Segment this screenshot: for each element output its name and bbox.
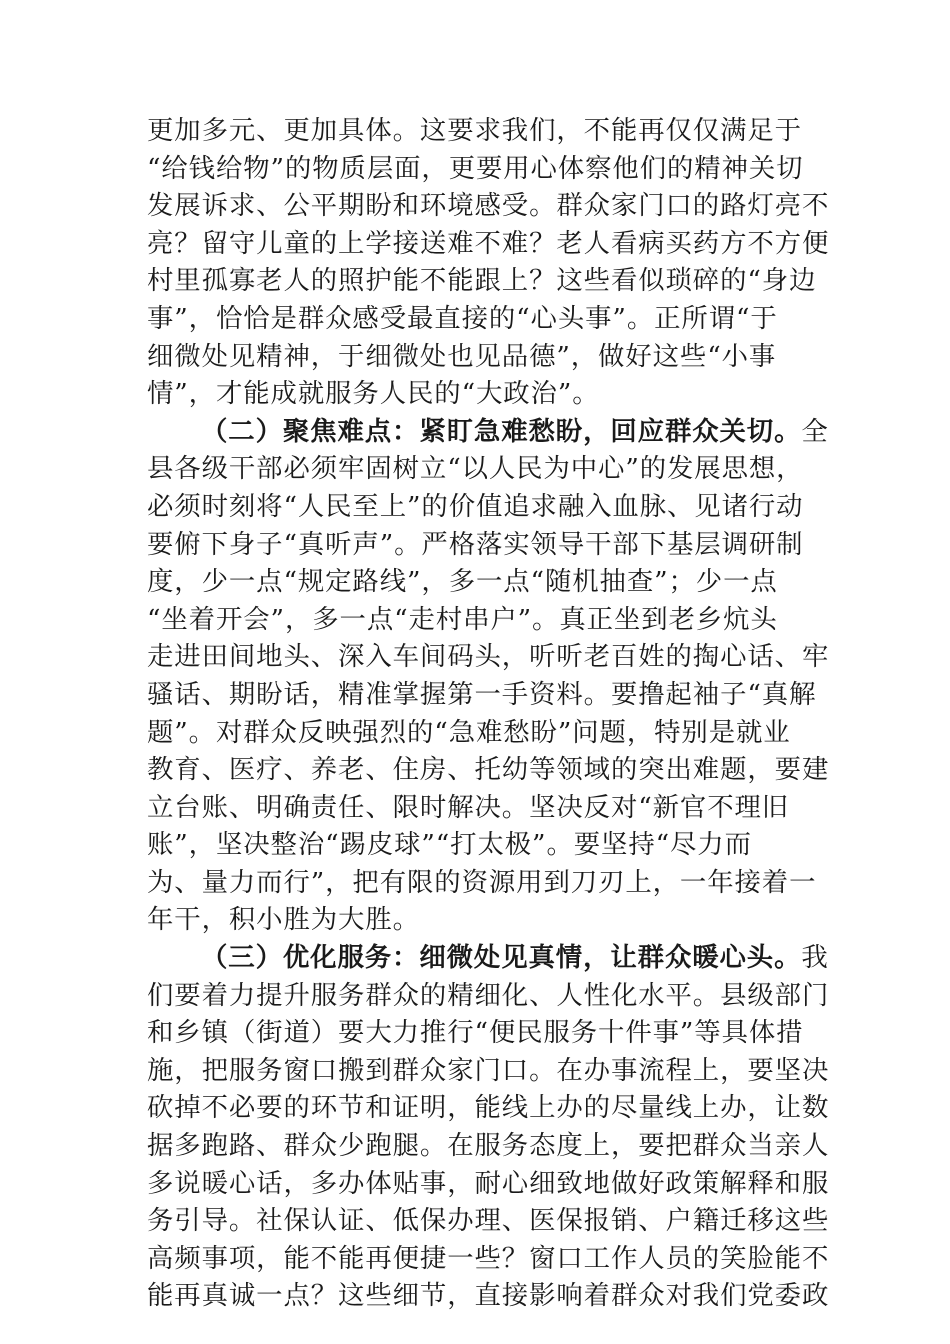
document-body (147, 112, 830, 1315)
paragraph-line: 发展诉求、公平期盼和环境感受。群众家门口的路灯亮不 (147, 190, 830, 222)
paragraph-line: 亮？留守儿童的上学接送难不难？老人看病买药方不方便 (147, 227, 830, 259)
section-3-first-line (147, 939, 829, 977)
paragraph-line: 施，把服务窗口搬到群众家门口。在办事流程上，要坚决 (147, 1054, 830, 1086)
paragraph-line: 要俯下身子“真听声”。严格落实领导干部下基层调研制 (147, 528, 804, 560)
paragraph-line: 题”。对群众反映强烈的“急难愁盼”问题，特别是就业 (147, 716, 791, 748)
paragraph-line: 能再真诚一点？这些细节，直接影响着群众对我们党委政 (147, 1280, 830, 1312)
paragraph-line: 度，少一点“规定路线”，多一点“随机抽查”；少一点 (147, 566, 778, 598)
paragraph-line: 为、量力而行”，把有限的资源用到刀刃上，一年接着一 (147, 866, 817, 898)
paragraph-line: 情”，才能成就服务人民的“大政治”。 (147, 378, 600, 410)
paragraph-line: 骚话、期盼话，精准掌握第一手资料。要撸起袖子“真解 (147, 678, 817, 710)
paragraph-line: 走进田间地头、深入车间码头，听听老百姓的掏心话、牢 (147, 641, 830, 673)
paragraph-line: 务引导。社保认证、低保办理、医保报销、户籍迁移这些 (147, 1205, 830, 1237)
paragraph-line: 细微处见精神，于细微处也见品德”，做好这些“小事 (147, 340, 777, 372)
paragraph-line: 必须时刻将“人民至上”的价值追求融入血脉、见诸行动 (147, 490, 804, 522)
paragraph-line: 和乡镇（街道）要大力推行“便民服务十件事”等具体措 (147, 1017, 804, 1049)
paragraph-line: 教育、医疗、养老、住房、托幼等领域的突出难题，要建 (147, 754, 830, 786)
paragraph-line: 年干，积小胜为大胜。 (147, 904, 420, 936)
paragraph-line: 事”，恰恰是群众感受最直接的“心头事”。正所谓“于 (147, 302, 778, 334)
paragraph-line: 村里孤寡老人的照护能不能跟上？这些看似琐碎的“身边 (147, 265, 817, 297)
paragraph-line: 们要着力提升服务群众的精细化、人性化水平。县级部门 (147, 979, 830, 1011)
section-2-first-line-tail: 全 (801, 415, 829, 447)
paragraph-line: 据多跑路、群众少跑腿。在服务态度上，要把群众当亲人 (147, 1130, 830, 1162)
paragraph-line: 高频事项，能不能再便捷一些？窗口工作人员的笑脸能不 (147, 1242, 830, 1274)
section-2-heading: （二）聚焦难点：紧盯急难愁盼，回应群众关切。 (201, 415, 802, 447)
paragraph-line: 多说暖心话，多办体贴事，耐心细致地做好政策解释和服 (147, 1167, 830, 1199)
paragraph-line: “坐着开会”，多一点“走村串户”。真正坐到老乡炕头 (147, 603, 778, 635)
paragraph-line: 立台账、明确责任、限时解决。坚决反对“新官不理旧 (147, 791, 790, 823)
section-2-first-line (147, 413, 829, 451)
section-3-first-line-tail: 我 (801, 942, 829, 974)
paragraph-line: 县各级干部必须牢固树立“以人民为中心”的发展思想， (147, 453, 804, 485)
section-3-heading: （三）优化服务：细微处见真情，让群众暖心头。 (201, 942, 802, 974)
paragraph-line: 更加多元、更加具体。这要求我们，不能再仅仅满足于 (147, 115, 802, 146)
paragraph-line: “给钱给物”的物质层面，更要用心体察他们的精神关切 (147, 152, 804, 184)
paragraph-line: 砍掉不必要的环节和证明，能线上办的尽量线上办，让数 (147, 1092, 830, 1124)
paragraph-line: 账”，坚决整治“踢皮球”“打太极”。要坚持“尽力而 (147, 829, 752, 861)
